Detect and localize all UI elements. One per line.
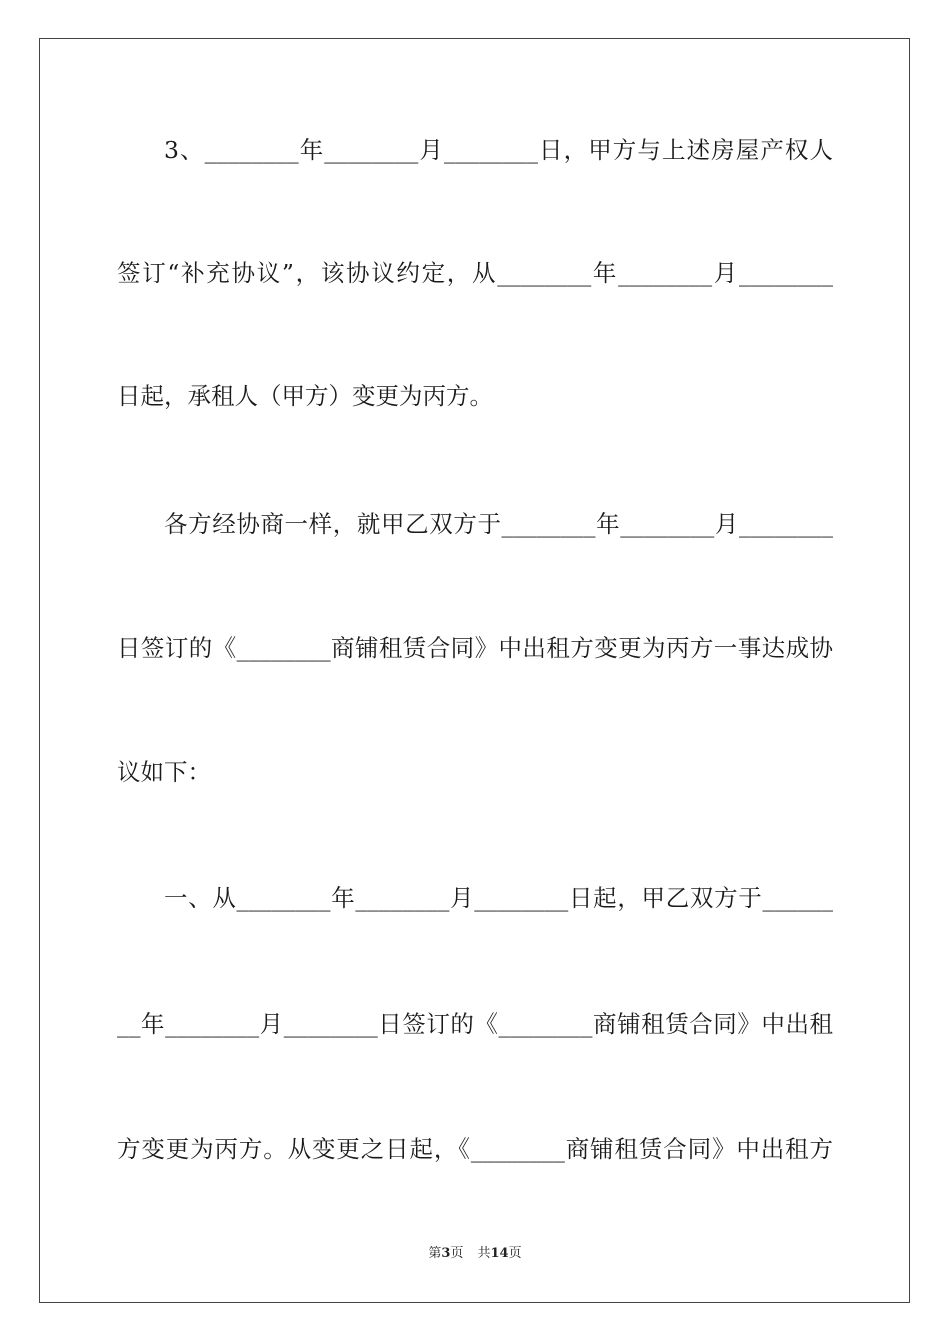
paragraph-line-7: 一、从________年________月________日起，甲乙双方于______ (164, 884, 833, 912)
paragraph-line-5: 日签订的《________商铺租赁合同》中出租方变更为丙方一事达成协 (117, 634, 833, 662)
paragraph-line-6: 议如下： (117, 758, 211, 786)
footer-page-prefix: 第 (428, 1246, 442, 1261)
paragraph-line-4: 各方经协商一样，就甲乙双方于________年________月________ (164, 510, 833, 538)
page-footer (0, 1245, 950, 1263)
paragraph-line-1: 3、________年________月________日，甲方与上述房屋产权人 (164, 136, 833, 164)
paragraph-line-9: 方变更为丙方。从变更之日起，《________商铺租赁合同》中出租方 (117, 1135, 833, 1163)
page-border (39, 38, 910, 1303)
paragraph-line-2: 签订“补充协议”，该协议约定，从________年________月________ (117, 259, 833, 287)
footer-total-suffix: 页 (508, 1246, 522, 1261)
paragraph-line-8: __年________月________日签订的《________商铺租赁合同》中出租 (117, 1010, 833, 1038)
paragraph-line-3: 日起，承租人（甲方）变更为丙方。 (117, 382, 493, 410)
footer-page-suffix: 页 (450, 1246, 464, 1261)
footer-total-prefix: 共 (477, 1246, 491, 1261)
footer-page-total: 14 (490, 1246, 509, 1261)
footer-page-current: 3 (441, 1246, 451, 1261)
